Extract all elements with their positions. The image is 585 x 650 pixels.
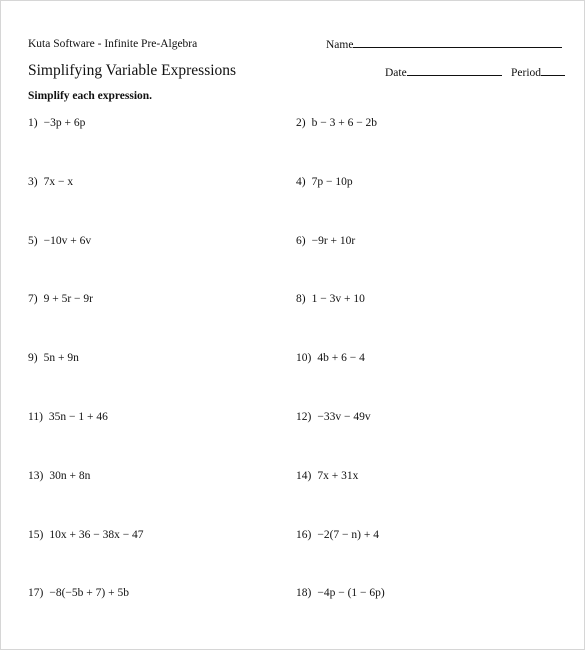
period-field [511, 66, 565, 79]
problem-expression: −3p + 6p [43, 117, 86, 129]
problem-number: 5) [28, 234, 38, 247]
problem-number: 18) [296, 587, 312, 600]
problem-expression: −8(−5b + 7) + 5b [49, 587, 129, 600]
problem-9 [28, 352, 79, 364]
problem-10 [296, 352, 365, 364]
problem-expression: −2(7 − n) + 4 [317, 528, 379, 541]
problem-17 [28, 587, 129, 599]
problem-number: 12) [296, 411, 312, 423]
problem-number: 1) [28, 117, 38, 129]
problem-expression: 7x + 31x [317, 469, 359, 482]
date-blank-line [407, 66, 502, 76]
problem-number: 11) [28, 411, 43, 423]
problem-expression: 35n − 1 + 46 [48, 411, 108, 423]
problem-expression: 7p − 10p [311, 175, 353, 188]
problem-number: 14) [296, 469, 312, 482]
problem-number: 2) [296, 117, 306, 129]
problem-number: 17) [28, 587, 44, 600]
problem-expression: 30n + 8n [49, 469, 91, 482]
problem-number: 10) [296, 352, 312, 365]
problem-expression: 4b + 6 − 4 [317, 352, 365, 365]
problem-number: 7) [28, 293, 38, 306]
problem-expression: −10v + 6v [43, 234, 92, 247]
date-label: Date [385, 67, 407, 79]
problem-18 [296, 587, 385, 599]
problem-expression: −33v − 49v [317, 411, 371, 423]
problem-expression: b − 3 + 6 − 2b [311, 117, 378, 129]
problem-number: 15) [28, 528, 44, 541]
problem-expression: 7x − x [43, 175, 74, 188]
problem-expression: 5n + 9n [43, 352, 79, 365]
instructions: Simplify each expression. [28, 90, 153, 102]
period-label: Period [511, 67, 542, 79]
problem-14 [296, 470, 358, 482]
problem-3 [28, 176, 73, 188]
problem-number: 3) [28, 175, 38, 188]
problem-number: 16) [296, 528, 312, 541]
problem-15 [28, 529, 144, 541]
problem-expression: 10x + 36 − 38x − 47 [49, 528, 144, 541]
problem-12 [296, 411, 371, 423]
problem-11 [28, 411, 108, 423]
problem-expression: 9 + 5r − 9r [43, 293, 93, 306]
publisher-line: Kuta Software - Infinite Pre-Algebra [28, 38, 198, 50]
problem-number: 6) [296, 234, 306, 247]
name-blank-line [353, 38, 562, 48]
problem-13 [28, 470, 90, 482]
problem-2 [296, 117, 377, 129]
problem-number: 4) [296, 175, 306, 188]
period-blank-line [541, 66, 565, 76]
problem-1 [28, 117, 85, 129]
name-label: Name [326, 39, 354, 51]
problem-expression: −9r + 10r [311, 234, 356, 247]
name-field [326, 38, 562, 51]
problem-16 [296, 529, 379, 541]
problem-expression: 1 − 3v + 10 [311, 293, 365, 306]
problem-4 [296, 176, 353, 188]
problem-number: 13) [28, 469, 44, 482]
problem-expression: −4p − (1 − 6p) [317, 587, 385, 600]
problem-number: 9) [28, 352, 38, 365]
problem-7 [28, 293, 93, 305]
problem-8 [296, 293, 365, 305]
problem-5 [28, 235, 91, 247]
page-title: Simplifying Variable Expressions [28, 62, 237, 79]
problem-number: 8) [296, 293, 306, 306]
problem-6 [296, 235, 355, 247]
date-field [385, 66, 502, 79]
